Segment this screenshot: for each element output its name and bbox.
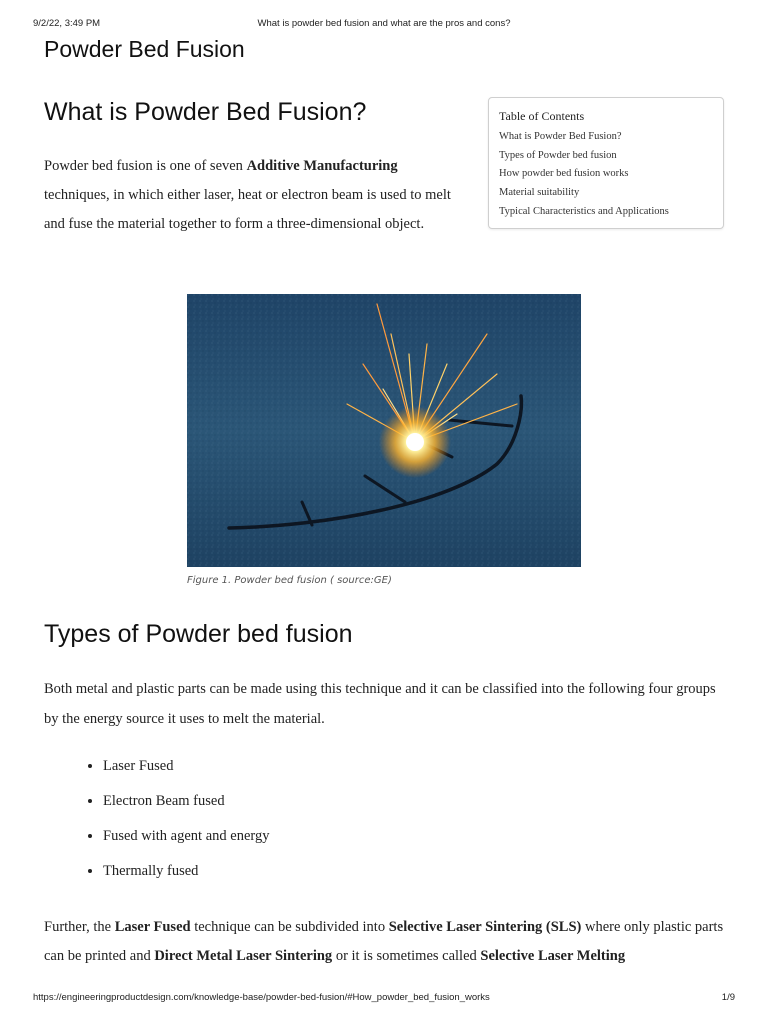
print-page-title: What is powder bed fusion and what are the pros and cons?	[257, 18, 511, 29]
laser-fused-paragraph	[44, 913, 734, 971]
further-text-2: technique can be subdivided into	[190, 919, 389, 935]
bullet-dot	[88, 764, 92, 768]
print-page-number: 1/9	[721, 992, 735, 1003]
bullet-dot	[88, 799, 92, 803]
list-item	[88, 861, 269, 896]
further-text-3: where only plastic parts can be printed and	[44, 919, 724, 964]
toc-item-what-is[interactable]: What is Powder Bed Fusion?	[499, 131, 622, 142]
toc-item-types[interactable]: Types of Powder bed fusion	[499, 149, 617, 161]
types-paragraph: Both metal and plastic parts can be made using this technique and it can be classified into the following four groups by the energy source it uses to melt the material.	[44, 681, 716, 727]
list-item-text: Laser Fused	[103, 758, 174, 774]
bullet-dot	[88, 834, 92, 838]
toc-title: Table of Contents	[499, 109, 585, 123]
further-text-4: or it is sometimes called	[332, 948, 481, 964]
print-datetime: 9/2/22, 3:49 PM	[33, 18, 101, 29]
toc-item-material[interactable]: Material suitability	[499, 187, 580, 199]
slm-bold: Selective Laser Melting	[480, 948, 626, 964]
site-title[interactable]: Powder Bed Fusion	[44, 36, 245, 62]
intro-text-2: techniques, in which either laser, heat or electron beam is used to melt and fuse the material together to form a three-dimensional object.	[44, 187, 451, 232]
sls-bold: Selective Laser Sintering (SLS)	[388, 919, 582, 935]
table-of-contents	[488, 97, 724, 229]
print-url: https://engineeringproductdesign.com/knowledge-base/powder-bed-fusion/#How_powder_bed_fusion_works	[33, 992, 490, 1003]
figure-caption: Figure 1. Powder bed fusion ( source:GE)	[187, 575, 392, 586]
additive-manufacturing-link[interactable]: Additive Manufacturing	[246, 158, 398, 174]
toc-item-how-it-works[interactable]: How powder bed fusion works	[499, 168, 629, 180]
intro-paragraph	[44, 152, 464, 239]
list-item-text: Electron Beam fused	[103, 793, 225, 809]
further-text-1: Further, the	[44, 919, 115, 935]
print-footer	[33, 992, 735, 1006]
intro-text-1: Powder bed fusion is one of seven	[44, 158, 247, 174]
list-item	[88, 756, 269, 791]
bullet-dot	[88, 869, 92, 873]
toc-item-characteristics[interactable]: Typical Characteristics and Applications	[499, 205, 669, 217]
heading-what-is-pbf: What is Powder Bed Fusion?	[44, 98, 367, 126]
list-item-text: Fused with agent and energy	[103, 828, 270, 844]
dmls-bold: Direct Metal Laser Sintering	[154, 948, 333, 964]
powder-bed-fusion-image	[187, 294, 581, 567]
list-item-text: Thermally fused	[103, 863, 199, 879]
heading-types: Types of Powder bed fusion	[44, 620, 353, 648]
laser-fused-bold: Laser Fused	[114, 919, 191, 935]
list-item	[88, 826, 269, 861]
list-item	[88, 791, 269, 826]
types-list	[88, 756, 269, 896]
print-header	[33, 18, 735, 32]
